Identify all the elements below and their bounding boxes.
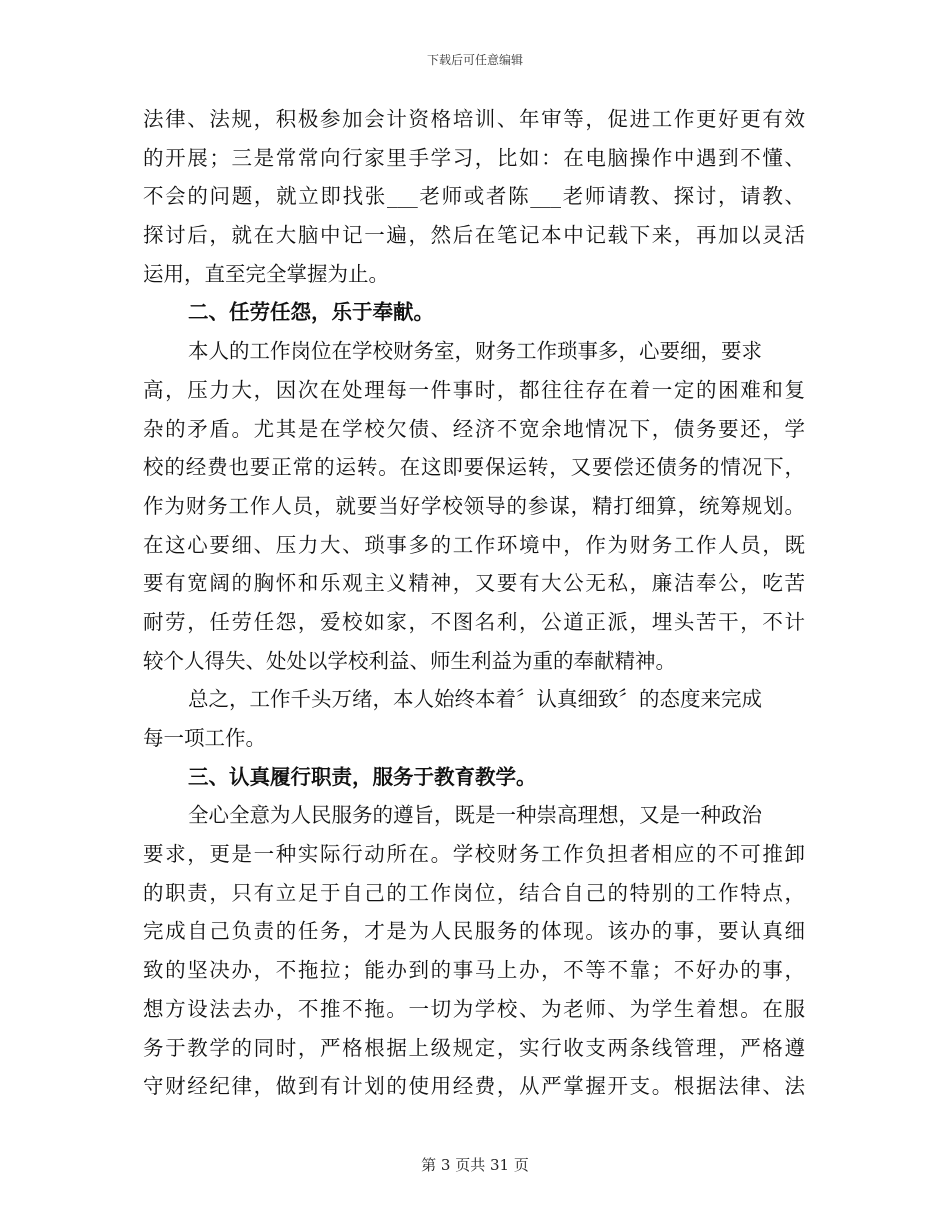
body-line-8: 高，压力大，因次在处理每一件事时，都往往存在着一定的困难和复 — [143, 377, 805, 402]
body-line-23: 致的坚决办，不拖拉；能办到的事马上办，不等不靠；不好办的事， — [143, 958, 805, 983]
body-line-1: 法律、法规，积极参加会计资格培训、年审等，促进工作更好更有效 — [143, 107, 805, 131]
body-line-22: 完成自己负责的任务，才是为人民服务的体现。该办的事，要认真细 — [143, 919, 805, 944]
page-header: 下载后可任意编辑 — [426, 53, 523, 67]
body-line-7: 本人的工作岗位在学校财务室，财务工作琐事多，心要细，要求 — [188, 339, 762, 364]
body-line-24: 想方设法去办，不推不拖。一切为学校、为老师、为学生着想。在服 — [143, 996, 805, 1021]
document-body — [143, 100, 805, 1106]
body-line-21: 的职责，只有立足于自己的工作岗位，结合自己的特别的工作特点， — [143, 880, 805, 905]
body-line-10: 校的经费也要正常的运转。在这即要保运转，又要偿还债务的情况下， — [143, 455, 805, 480]
body-line-17: 每一项工作。 — [143, 726, 266, 750]
body-line-20: 要求，更是一种实际行动所在。学校财务工作负担者相应的不可推卸 — [143, 842, 805, 867]
page-footer: 第 3 页共 31 页 — [421, 1156, 529, 1174]
body-line-2: 的开展；三是常常向行家里手学习，比如：在电脑操作中遇到不懂、 — [143, 145, 805, 170]
body-line-13: 要有宽阔的胸怀和乐观主义精神，又要有大公无私，廉洁奉公，吃苦 — [143, 571, 805, 596]
body-line-4: 探讨后，就在大脑中记一遍，然后在笔记本中记载下来，再加以灵活 — [143, 223, 805, 248]
section-heading-3: 三、认真履行职责，服务于教育教学。 — [188, 764, 537, 789]
body-line-9: 杂的矛盾。尤其是在学校欠债、经济不宽余地情况下，债务要还，学 — [143, 416, 805, 441]
body-line-14: 耐劳，任劳任怨，爱校如家，不图名利，公道正派，埋头苦干，不计 — [143, 609, 805, 634]
body-line-3: 不会的问题，就立即找张___老师或者陈___老师请教、探讨，请教、 — [143, 184, 805, 209]
body-line-12: 在这心要细、压力大、琐事多的工作环境中，作为财务工作人员，既 — [143, 532, 805, 557]
body-line-26: 守财经纪律，做到有计划的使用经费，从严掌握开支。根据法律、法 — [143, 1074, 805, 1099]
body-line-11: 作为财务工作人员，就要当好学校领导的参谋，精打细算，统筹规划。 — [143, 493, 805, 518]
section-heading-2: 二、任劳任怨，乐于奉献。 — [188, 300, 434, 325]
body-line-19: 全心全意为人民服务的遵旨，既是一种崇高理想，又是一种政治 — [188, 803, 762, 828]
body-line-25: 务于教学的同时，严格根据上级规定，实行收支两条线管理，严格遵 — [143, 1035, 805, 1060]
body-line-16: 总之，工作千头万绪，本人始终本着〞认真细致〞的态度来完成 — [188, 687, 762, 712]
body-line-5: 运用，直至完全掌握为止。 — [143, 261, 389, 286]
body-line-15: 较个人得失、处处以学校利益、师生利益为重的奉献精神。 — [143, 648, 676, 673]
